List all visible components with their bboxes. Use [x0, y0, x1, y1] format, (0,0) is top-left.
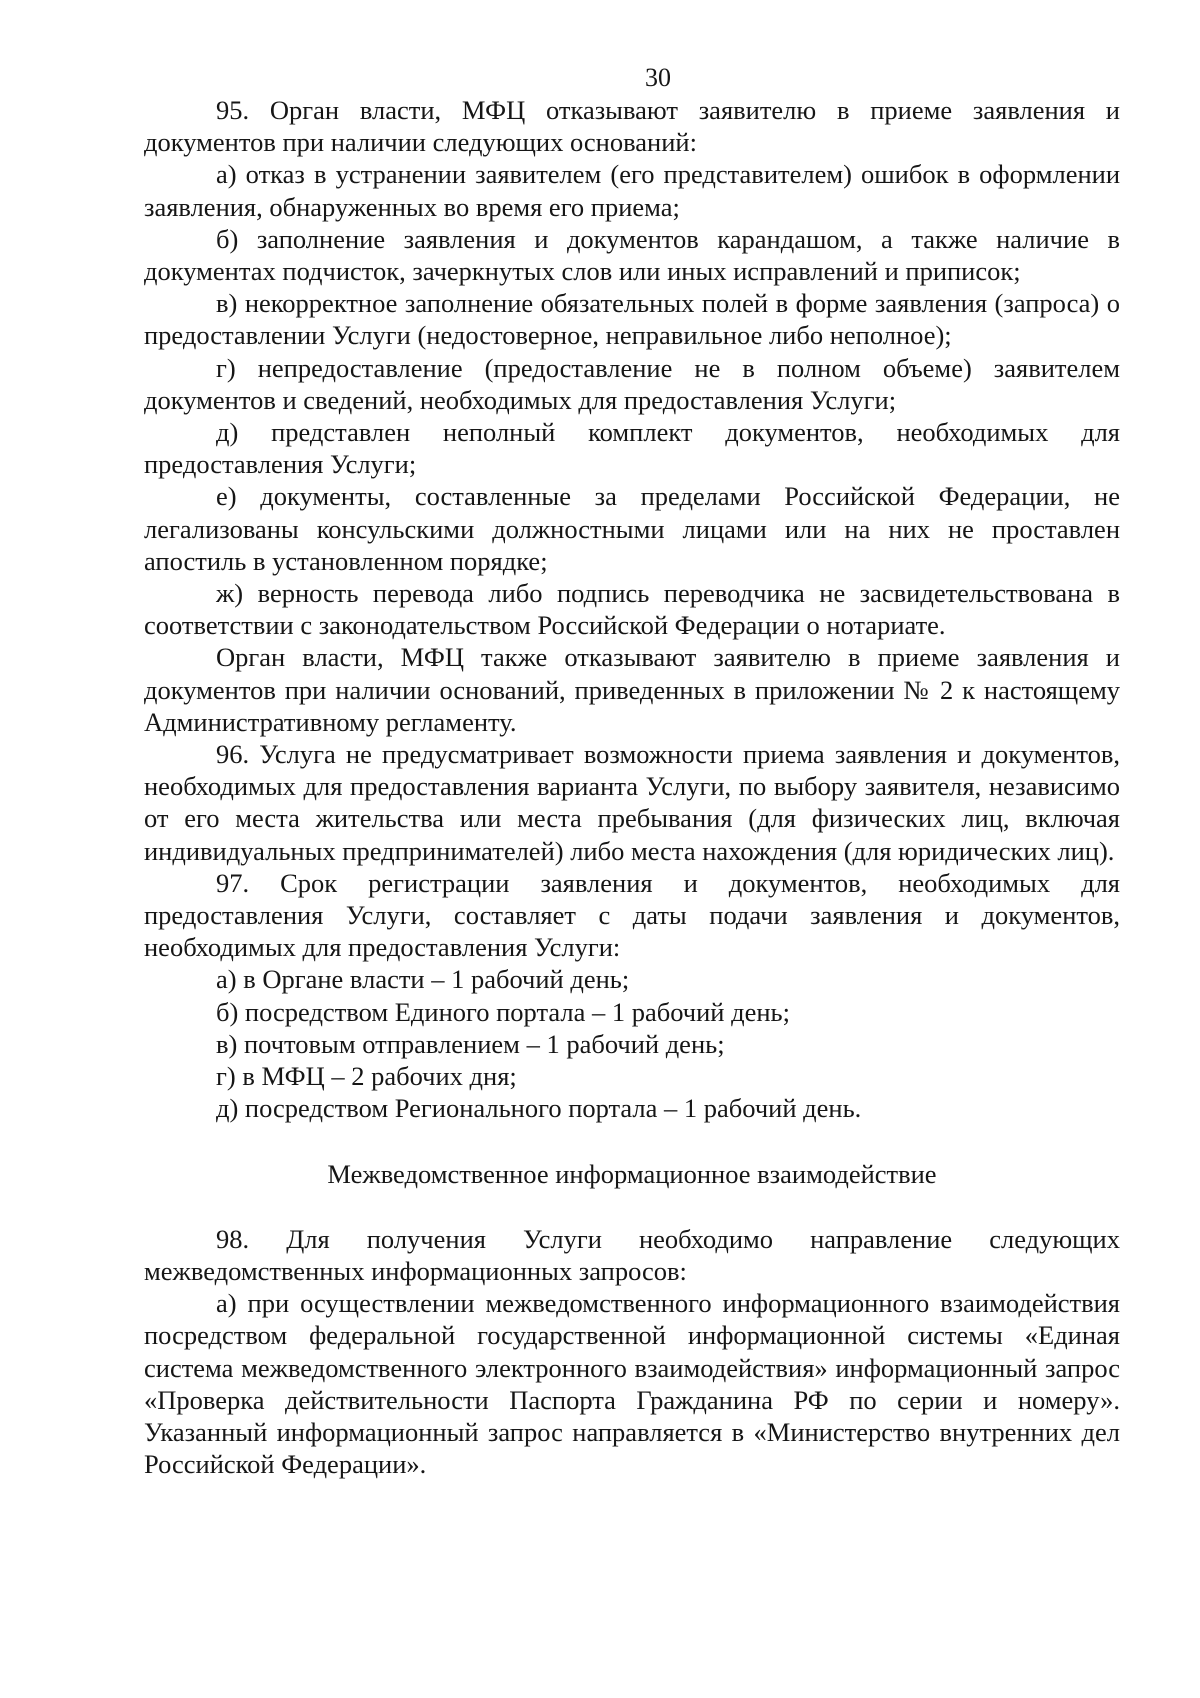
paragraph-98: 98. Для получения Услуги необходимо направление следующих межведомственных информационных запросов:	[144, 1223, 1120, 1286]
list-item-97a: а) в Органе власти – 1 рабочий день;	[216, 964, 630, 995]
document-page	[144, 62, 1120, 1480]
list-item-95e: д) представлен неполный комплект документов, необходимых для предоставления Услуги;	[144, 417, 1120, 480]
paragraph-97: 97. Срок регистрации заявления и документов, необходимых для предоставления Услуги, составляет с даты подачи заявления и документов, необходимых для предоставления Услуги:	[144, 867, 1120, 963]
list-item-97e: д) посредством Регионального портала – 1 рабочий день.	[216, 1093, 862, 1124]
list-item-95f: е) документы, составленные за пределами Российской Федерации, не легализованы консульскими должностными лицами или на них не проставлен апостиль в установленном порядке;	[144, 481, 1120, 576]
paragraph-96: 96. Услуга не предусматривает возможности приема заявления и документов, необходимых для предоставления варианта Услуги, по выбору заявителя, независимо от его места жительства или места пребывания (для физических лиц, включая индивидуальных предпринимателей) либо места нахождения (для юридических лиц).	[144, 739, 1120, 866]
paragraph-95: 95. Орган власти, МФЦ отказывают заявителю в приеме заявления и документов при наличии следующих оснований:	[144, 95, 1120, 158]
list-item-95b: б) заполнение заявления и документов карандашом, а также наличие в документах подчисток, зачеркнутых слов или иных исправлений и приписок;	[144, 223, 1120, 287]
list-item-97d: г) в МФЦ – 2 рабочих дня;	[216, 1061, 517, 1092]
list-item-95d: г) непредоставление (предоставление не в полном объеме) заявителем документов и сведений, необходимых для предоставления Услуги;	[144, 352, 1120, 415]
list-item-95g: ж) верность перевода либо подпись переводчика не засвидетельствована в соответствии с законодательством Российской Федерации о нотариате.	[144, 578, 1120, 641]
paragraph-95-additional: Орган власти, МФЦ также отказывают заявителю в приеме заявления и документов при наличии оснований, приведенных в приложении № 2 к настоящему Административному регламенту.	[144, 642, 1120, 737]
list-item-97b: б) посредством Единого портала – 1 рабочий день;	[216, 996, 790, 1027]
section-heading: Межведомственное информационное взаимодействие	[327, 1158, 937, 1189]
list-item-98a: а) при осуществлении межведомственного информационного взаимодействия посредством федеральной государственной информационной системы «Единая система межведомственного электронного взаимодействия» информационный запрос «Проверка действительности Паспорта Гражданина РФ по серии и номеру». Указанный информационный запрос направляется в «Министерство внутренних дел Российской Федерации».	[144, 1288, 1120, 1480]
list-item-95a: а) отказ в устранении заявителем (его представителем) ошибок в оформлении заявления, обнаруженных во время его приема;	[144, 159, 1120, 222]
list-item-95c: в) некорректное заполнение обязательных полей в форме заявления (запроса) о предоставлении Услуги (недостоверное, неправильное либо неполное);	[144, 288, 1120, 351]
page-number: 30	[645, 63, 671, 92]
list-item-97c: в) почтовым отправлением – 1 рабочий день;	[216, 1028, 725, 1059]
